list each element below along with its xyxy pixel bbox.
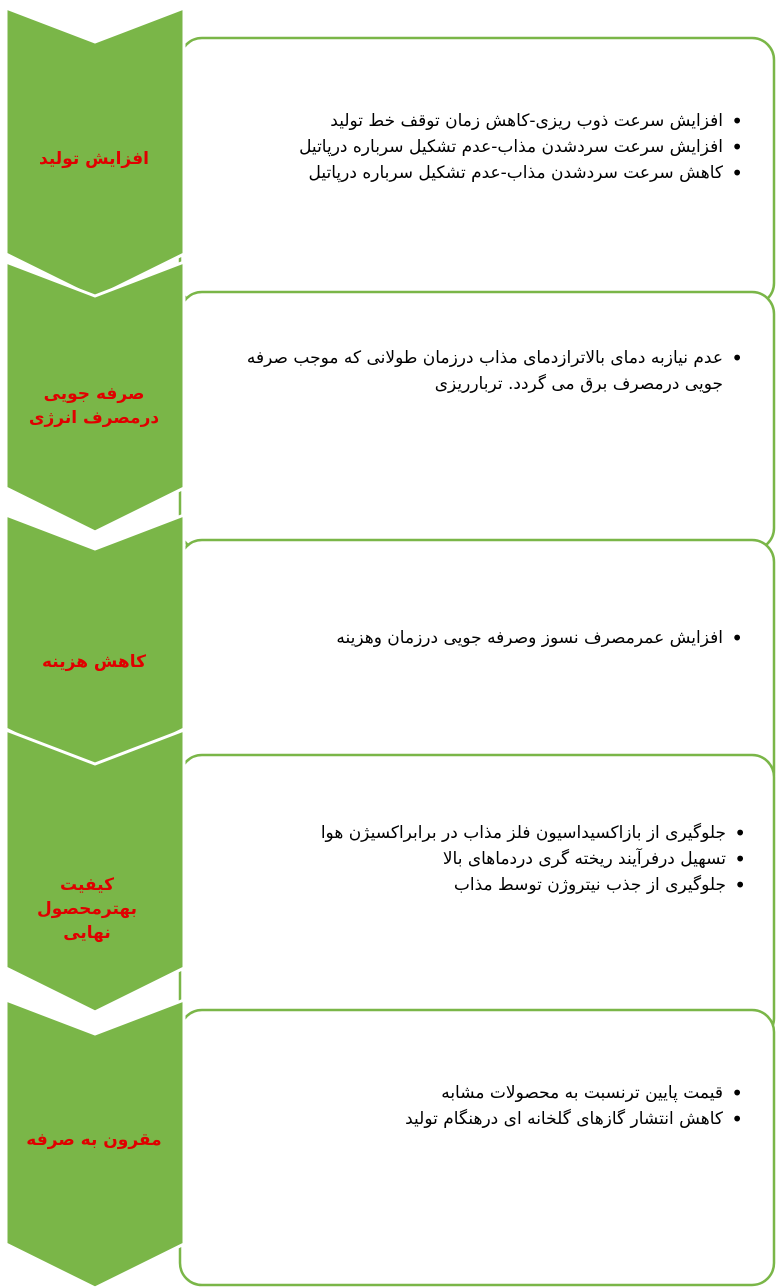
row-2-label-line-2: درمصرف انرژی xyxy=(28,408,160,428)
row-3-label xyxy=(19,650,169,674)
row-1-bullets xyxy=(205,108,745,186)
row-4-chevron xyxy=(6,730,184,1012)
row-5-bullet-2: • کاهش انتشار گازهای گلخانه ای درهنگام تولید xyxy=(205,1106,745,1132)
row-3-bullet-1: • افزایش عمرمصرف نسوز وصرفه جویی درزمان وهزینه xyxy=(215,625,745,651)
row-4-bullet-1: • جلوگیری از بازاکسیداسیون فلز مذاب در برابراکسیژن هوا xyxy=(208,820,748,846)
row-2-label-line-1: صرفه جویی xyxy=(43,384,145,404)
row-5-bullets xyxy=(205,1080,745,1132)
row-5-label-line-1: مقرون به صرفه xyxy=(26,1130,162,1150)
row-2-bullet-1: • عدم نیازبه دمای بالاترازدمای مذاب درزمان طولانی که موجب صرفه جویی درمصرف برق می گردد. تربارریزی xyxy=(220,345,745,397)
row-1-label-line-1: افزایش تولید xyxy=(39,149,149,169)
row-4-label-line-1: کیفیت بهترمحصول xyxy=(36,875,138,919)
row-3-bullets xyxy=(215,625,745,651)
row-2-label xyxy=(19,382,169,430)
row-5-bullet-1: • قیمت پایین ترنسبت به محصولات مشابه xyxy=(205,1080,745,1106)
row-4-label xyxy=(12,873,162,945)
row-4-bullet-2: • تسهیل درفرآیند ریخته گری دردماهای بالا xyxy=(208,846,748,872)
row-5-content-box xyxy=(180,1010,774,1285)
row-2-content-box xyxy=(180,292,774,550)
row-1-bullet-2: • افزایش سرعت سردشدن مذاب-عدم تشکیل سرباره درپاتیل xyxy=(205,134,745,160)
row-5-label xyxy=(19,1128,169,1152)
row-4-bullets xyxy=(208,820,748,898)
row-4-bullet-3: • جلوگیری از جذب نیتروژن توسط مذاب xyxy=(208,872,748,898)
row-1-label xyxy=(19,147,169,171)
row-3-label-line-1: کاهش هزینه xyxy=(41,652,146,672)
row-2-bullets xyxy=(220,345,745,397)
row-1-bullet-1: • افزایش سرعت ذوب ریزی-کاهش زمان توقف خط تولید xyxy=(205,108,745,134)
row-3-chevron xyxy=(6,515,184,773)
row-1-bullet-3: • کاهش سرعت سردشدن مذاب-عدم تشکیل سرباره درپاتیل xyxy=(205,160,745,186)
row-4-label-line-2: نهایی xyxy=(63,923,111,943)
